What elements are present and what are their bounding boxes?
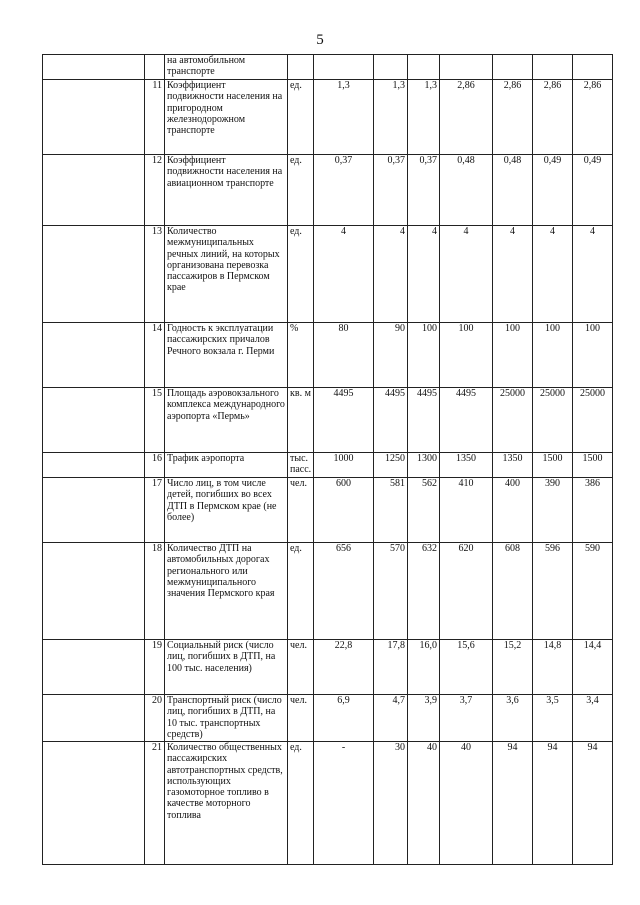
- row-number-cell: 21: [145, 742, 165, 865]
- unit-cell: чел.: [288, 695, 314, 742]
- blank-cell: [43, 388, 145, 453]
- table-row: [43, 226, 613, 323]
- value-cell: 608: [493, 543, 533, 640]
- blank-cell: [43, 478, 145, 543]
- value-cell: 1350: [440, 453, 493, 478]
- unit-cell: чел.: [288, 640, 314, 695]
- table-row: [43, 695, 613, 742]
- value-cell: 94: [573, 742, 613, 865]
- value-cell: 15,2: [493, 640, 533, 695]
- value-cell: 3,9: [408, 695, 440, 742]
- blank-cell: [43, 695, 145, 742]
- value-cell: 1,3: [408, 80, 440, 155]
- value-cell: 656: [314, 543, 374, 640]
- value-cell: 0,48: [440, 155, 493, 226]
- value-cell: 1,3: [314, 80, 374, 155]
- value-cell: 410: [440, 478, 493, 543]
- value-cell: 2,86: [533, 80, 573, 155]
- value-cell: 94: [493, 742, 533, 865]
- indicator-name-cell: на автомобильном транспорте: [165, 55, 288, 80]
- value-cell: 40: [440, 742, 493, 865]
- page-number: 5: [316, 32, 324, 48]
- table-row: [43, 55, 613, 80]
- table-row: [43, 543, 613, 640]
- indicator-name-cell: Количество общественных пассажирских автотранспортных средств, использующих газомоторное топливо в качестве моторного топлива: [165, 742, 288, 865]
- blank-cell: [43, 155, 145, 226]
- value-cell: 3,7: [440, 695, 493, 742]
- row-number-cell: 17: [145, 478, 165, 543]
- row-number-cell: 12: [145, 155, 165, 226]
- value-cell: 4: [408, 226, 440, 323]
- value-cell: 600: [314, 478, 374, 543]
- indicator-name-cell: Трафик аэропорта: [165, 453, 288, 478]
- blank-cell: [43, 742, 145, 865]
- indicator-name-cell: Коэффициент подвижности населения на авиационном транспорте: [165, 155, 288, 226]
- value-cell: 400: [493, 478, 533, 543]
- table-row: [43, 742, 613, 865]
- row-number-cell: 13: [145, 226, 165, 323]
- value-cell: 6,9: [314, 695, 374, 742]
- value-cell: 620: [440, 543, 493, 640]
- table-row: [43, 80, 613, 155]
- value-cell: 17,8: [374, 640, 408, 695]
- table-row: [43, 388, 613, 453]
- value-cell: [374, 55, 408, 80]
- value-cell: 4495: [314, 388, 374, 453]
- value-cell: [533, 55, 573, 80]
- value-cell: [408, 55, 440, 80]
- value-cell: 100: [408, 323, 440, 388]
- blank-cell: [43, 453, 145, 478]
- value-cell: 14,8: [533, 640, 573, 695]
- value-cell: 3,5: [533, 695, 573, 742]
- value-cell: 4,7: [374, 695, 408, 742]
- unit-cell: [288, 55, 314, 80]
- indicator-name-cell: Транспортный риск (число лиц, погибших в ДТП, на 10 тыс. транспортных средств): [165, 695, 288, 742]
- value-cell: 1250: [374, 453, 408, 478]
- blank-cell: [43, 226, 145, 323]
- value-cell: 632: [408, 543, 440, 640]
- row-number-cell: 11: [145, 80, 165, 155]
- value-cell: 4495: [408, 388, 440, 453]
- row-number-cell: 16: [145, 453, 165, 478]
- indicator-name-cell: Количество межмуниципальных речных линий, на которых организована перевозка пассажиров в Пермском крае: [165, 226, 288, 323]
- unit-cell: ед.: [288, 155, 314, 226]
- indicator-name-cell: Коэффициент подвижности населения на пригородном железнодорожном транспорте: [165, 80, 288, 155]
- value-cell: 4: [533, 226, 573, 323]
- value-cell: 100: [493, 323, 533, 388]
- value-cell: 4: [374, 226, 408, 323]
- value-cell: 4: [440, 226, 493, 323]
- unit-cell: ед.: [288, 543, 314, 640]
- value-cell: 90: [374, 323, 408, 388]
- value-cell: 3,6: [493, 695, 533, 742]
- value-cell: 25000: [493, 388, 533, 453]
- table-row: [43, 640, 613, 695]
- value-cell: 25000: [573, 388, 613, 453]
- value-cell: 25000: [533, 388, 573, 453]
- value-cell: 390: [533, 478, 573, 543]
- value-cell: 4: [573, 226, 613, 323]
- unit-cell: ед.: [288, 226, 314, 323]
- row-number-cell: 14: [145, 323, 165, 388]
- value-cell: 590: [573, 543, 613, 640]
- row-number-cell: [145, 55, 165, 80]
- unit-cell: кв. м: [288, 388, 314, 453]
- value-cell: -: [314, 742, 374, 865]
- row-number-cell: 19: [145, 640, 165, 695]
- blank-cell: [43, 323, 145, 388]
- value-cell: 0,49: [573, 155, 613, 226]
- value-cell: 0,49: [533, 155, 573, 226]
- blank-cell: [43, 543, 145, 640]
- indicator-name-cell: Площадь аэровокзального комплекса международного аэропорта «Пермь»: [165, 388, 288, 453]
- value-cell: 80: [314, 323, 374, 388]
- value-cell: 40: [408, 742, 440, 865]
- value-cell: 22,8: [314, 640, 374, 695]
- blank-cell: [43, 55, 145, 80]
- value-cell: 1500: [573, 453, 613, 478]
- value-cell: [493, 55, 533, 80]
- value-cell: 1500: [533, 453, 573, 478]
- value-cell: 581: [374, 478, 408, 543]
- value-cell: 0,37: [408, 155, 440, 226]
- value-cell: 4: [493, 226, 533, 323]
- value-cell: 2,86: [440, 80, 493, 155]
- value-cell: 1300: [408, 453, 440, 478]
- indicator-name-cell: Количество ДТП на автомобильных дорогах регионального или межмуниципального значения Пермского края: [165, 543, 288, 640]
- value-cell: 596: [533, 543, 573, 640]
- value-cell: 0,37: [314, 155, 374, 226]
- value-cell: 2,86: [573, 80, 613, 155]
- value-cell: 14,4: [573, 640, 613, 695]
- value-cell: [314, 55, 374, 80]
- unit-cell: ед.: [288, 742, 314, 865]
- value-cell: 4495: [440, 388, 493, 453]
- value-cell: 100: [573, 323, 613, 388]
- value-cell: 16,0: [408, 640, 440, 695]
- value-cell: 100: [533, 323, 573, 388]
- value-cell: 94: [533, 742, 573, 865]
- value-cell: [573, 55, 613, 80]
- blank-cell: [43, 80, 145, 155]
- value-cell: 570: [374, 543, 408, 640]
- value-cell: 100: [440, 323, 493, 388]
- row-number-cell: 18: [145, 543, 165, 640]
- row-number-cell: 20: [145, 695, 165, 742]
- unit-cell: чел.: [288, 478, 314, 543]
- value-cell: 0,48: [493, 155, 533, 226]
- blank-cell: [43, 640, 145, 695]
- table-row: [43, 323, 613, 388]
- unit-cell: ед.: [288, 80, 314, 155]
- indicator-name-cell: Число лиц, в том числе детей, погибших во всех ДТП в Пермском крае (не более): [165, 478, 288, 543]
- value-cell: 3,4: [573, 695, 613, 742]
- value-cell: 4495: [374, 388, 408, 453]
- indicator-name-cell: Годность к эксплуатации пассажирских причалов Речного вокзала г. Перми: [165, 323, 288, 388]
- value-cell: 1,3: [374, 80, 408, 155]
- table-row: [43, 155, 613, 226]
- value-cell: 562: [408, 478, 440, 543]
- value-cell: 0,37: [374, 155, 408, 226]
- value-cell: [440, 55, 493, 80]
- indicator-name-cell: Социальный риск (число лиц, погибших в ДТП, на 100 тыс. населения): [165, 640, 288, 695]
- table-row: [43, 453, 613, 478]
- unit-cell: тыс. пасс.: [288, 453, 314, 478]
- table-row: [43, 478, 613, 543]
- value-cell: 30: [374, 742, 408, 865]
- value-cell: 386: [573, 478, 613, 543]
- value-cell: 4: [314, 226, 374, 323]
- unit-cell: %: [288, 323, 314, 388]
- value-cell: 1350: [493, 453, 533, 478]
- value-cell: 15,6: [440, 640, 493, 695]
- indicators-table: [42, 54, 613, 865]
- row-number-cell: 15: [145, 388, 165, 453]
- value-cell: 2,86: [493, 80, 533, 155]
- value-cell: 1000: [314, 453, 374, 478]
